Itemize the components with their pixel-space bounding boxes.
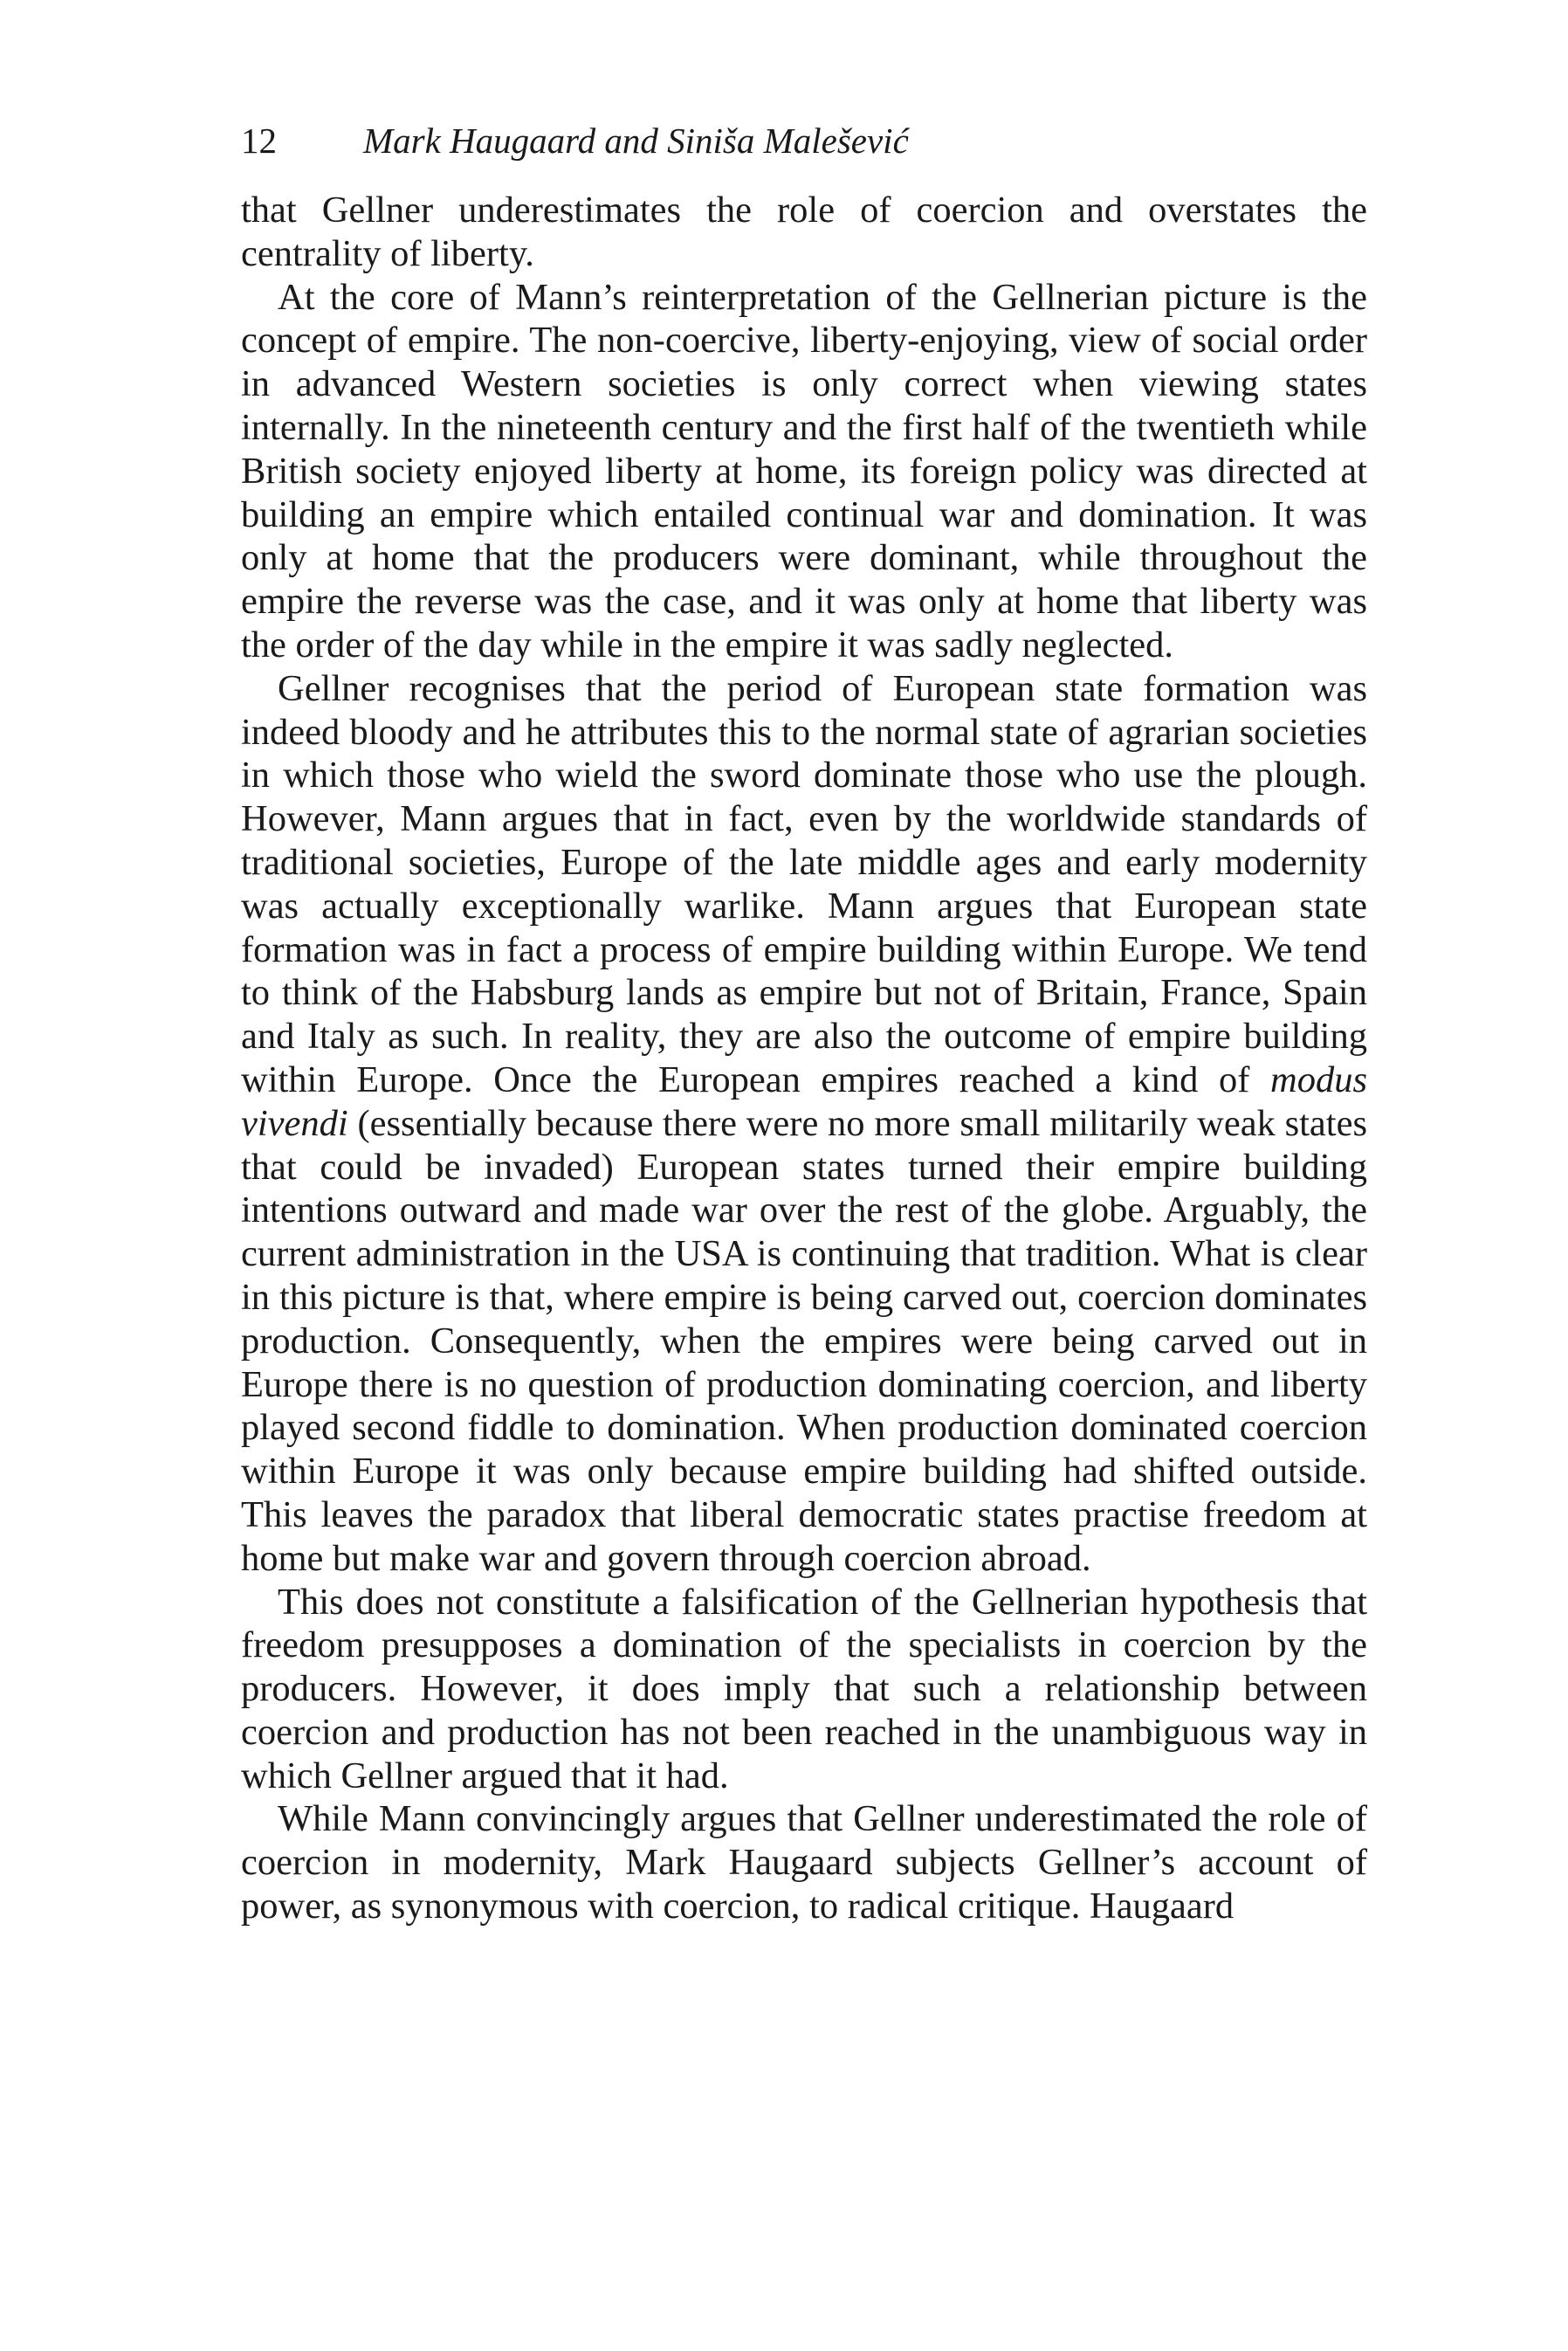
paragraph-5: While Mann convincingly argues that Gellner underestimated the role of coercion in modernity, Mark Haugaard subjects Gellner’s account of power, as synonymous with coercion, to radical critique. Haugaard [241, 1798, 1367, 1927]
paragraph-1: that Gellner underestimates the role of coercion and overstates the centrality of liberty. [241, 190, 1367, 274]
paragraph-3-text-before: Gellner recognises that the period of European state formation was indeed bloody and he attributes this to the normal state of agrarian societies in which those who wield the sword dominate those who use the plough. However, Mann argues that in fact, even by the worldwide standards of traditional societies, Europe of the late middle ages and early modernity was actually exceptionally warlike. Mann argues that European state formation was in fact a process of empire building within Europe. We tend to think of the Habsburg lands as empire but not of Britain, France, Spain and Italy as such. In reality, they are also the outcome of empire building within Europe. Once the European empires reached a kind of [241, 667, 1367, 1100]
page-number: 12 [241, 121, 277, 161]
running-head [241, 119, 1367, 162]
paragraph-4: This does not constitute a falsification of the Gellnerian hypothesis that freedom presupposes a domination of the specialists in coercion by the producers. However, it does imply that such a relationship between coercion and production has not been reached in the unambiguous way in which Gellner argued that it had. [241, 1581, 1367, 1796]
paragraph-3-text-after: (essentially because there were no more small militarily weak states that could be invaded) European states turned their empire building intentions outward and made war over the rest of the globe. Arguably, the current administration in the USA is continuing that tradition. What is clear in this picture is that, where empire is being carved out, coercion dominates production. Consequently, when the empires were being carved out in Europe there is no question of production dominating coercion, and liberty played second fiddle to domination. When production dominated coercion within Europe it was only because empire building had shifted outside. This leaves the paradox that liberal democratic states practise freedom at home but make war and govern through coercion abroad. [241, 1102, 1367, 1579]
paragraph-3 [241, 667, 1367, 1581]
paragraph-2: At the core of Mann’s reinterpretation of the Gellnerian picture is the concept of empire. The non-coercive, liberty-enjoying, view of social order in advanced Western societies is only correct when viewing states internally. In the nineteenth century and the first half of the twentieth while British society enjoyed liberty at home, its foreign policy was directed at building an empire which entailed continual war and domination. It was only at home that the producers were dominant, while throughout the empire the reverse was the case, and it was only at home that liberty was the order of the day while in the empire it was sadly neglected. [241, 276, 1367, 665]
body-text [241, 189, 1367, 1928]
running-title: Mark Haugaard and Siniša Malešević [363, 121, 909, 161]
paragraph-3-emphasis: modus vivendi [241, 1058, 1368, 1144]
book-page [241, 0, 1367, 2351]
